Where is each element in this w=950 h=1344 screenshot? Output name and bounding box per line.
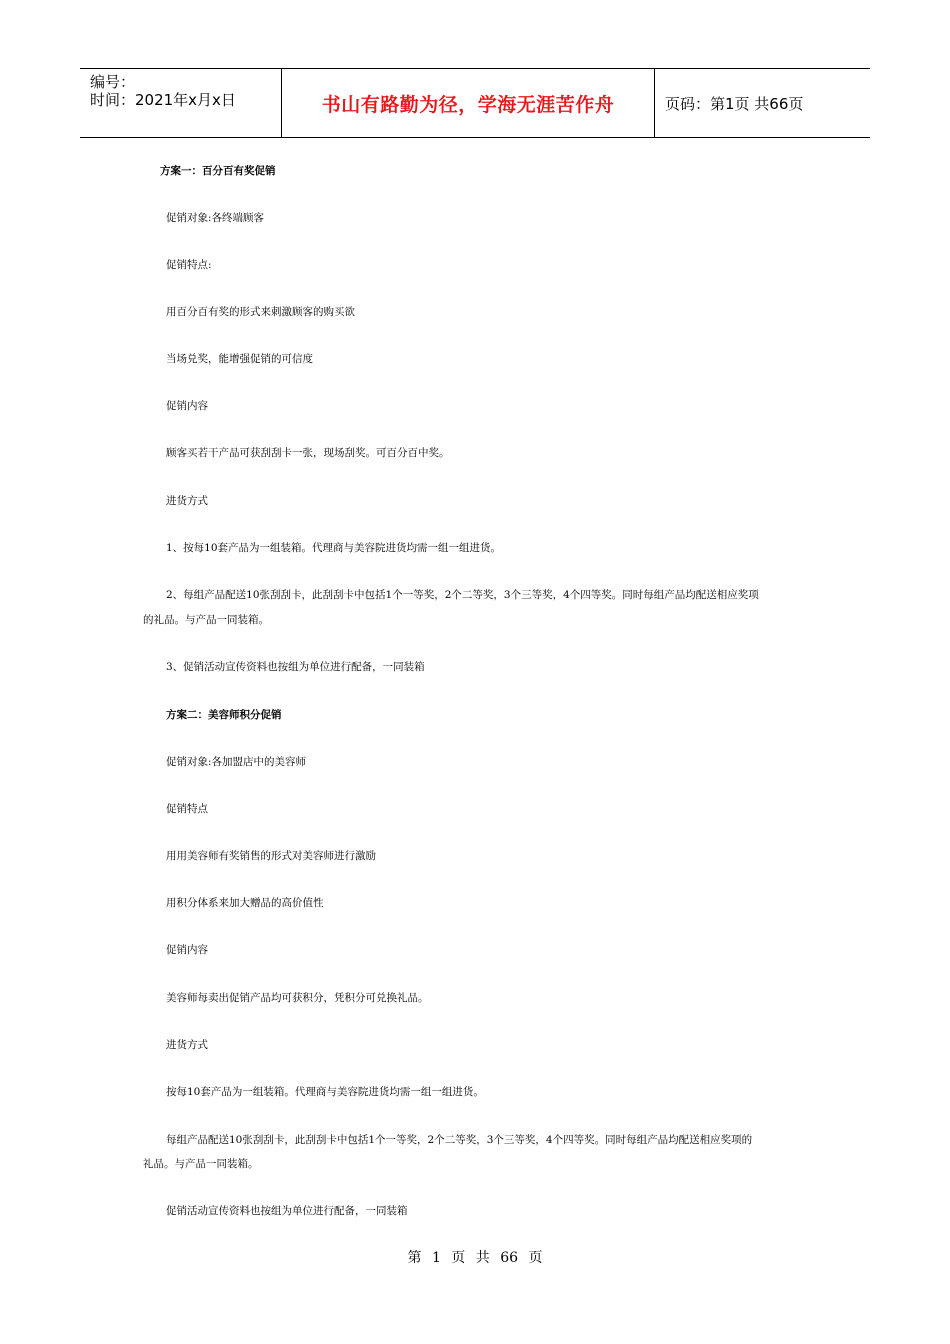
paragraph: 1、按每10套产品为一组装箱。代理商与美容院进货均需一组一组进货。	[166, 542, 502, 554]
time-label: 时间：2021年x月x日	[90, 91, 236, 109]
paragraph: 3、促销活动宣传资料也按组为单位进行配备，一同装箱	[166, 661, 425, 673]
paragraph: 2、每组产品配送10张刮刮卡，此刮刮卡中包括1个一等奖，2个二等奖，3个三等奖，4个四等奖。同时每组产品均配送相应奖项	[166, 589, 759, 601]
paragraph: 促销内容	[166, 944, 208, 956]
paragraph: 按每10套产品为一组装箱。代理商与美容院进货均需一组一组进货。	[166, 1086, 484, 1098]
header-page-label: 页码：第1页 共66页	[665, 94, 804, 113]
paragraph: 促销活动宣传资料也按组为单位进行配备，一同装箱	[166, 1205, 408, 1217]
header-info-cell	[80, 69, 280, 137]
number-label: 编号：	[90, 73, 136, 91]
paragraph: 用积分体系来加大赠品的高价值性	[166, 897, 324, 909]
paragraph: 用用美容师有奖销售的形式对美容师进行激励	[166, 850, 376, 862]
scheme2-title: 方案二：美容师积分促销	[166, 709, 282, 721]
paragraph-continuation: 的礼品。与产品一同装箱。	[143, 614, 269, 626]
paragraph-continuation: 礼品。与产品一同装箱。	[143, 1158, 259, 1170]
paragraph: 促销特点:	[166, 259, 212, 271]
header-motto: 书山有路勤为径，学海无涯苦作舟	[281, 69, 655, 137]
paragraph: 每组产品配送10张刮刮卡，此刮刮卡中包括1个一等奖，2个二等奖，3个三等奖，4个四等奖。同时每组产品均配送相应奖项的	[166, 1134, 753, 1146]
paragraph: 用百分百有奖的形式来刺激顾客的购买欲	[166, 306, 355, 318]
paragraph: 当场兑奖，能增强促销的可信度	[166, 353, 313, 365]
scheme1-title: 方案一：百分百有奖促销	[160, 165, 276, 177]
paragraph: 促销特点	[166, 803, 208, 815]
paragraph: 进货方式	[166, 1039, 208, 1051]
paragraph: 进货方式	[166, 495, 208, 507]
paragraph: 美容师每卖出促销产品均可获积分，凭积分可兑换礼品。	[166, 992, 429, 1004]
page-header	[80, 68, 870, 138]
paragraph: 顾客买若干产品可获刮刮卡一张，现场刮奖。可百分百中奖。	[166, 447, 450, 459]
paragraph: 促销内容	[166, 400, 208, 412]
paragraph: 促销对象:各加盟店中的美容师	[166, 756, 307, 768]
page-footer: 第 1 页 共 66 页	[407, 1250, 543, 1266]
paragraph: 促销对象:各终端顾客	[166, 212, 265, 224]
